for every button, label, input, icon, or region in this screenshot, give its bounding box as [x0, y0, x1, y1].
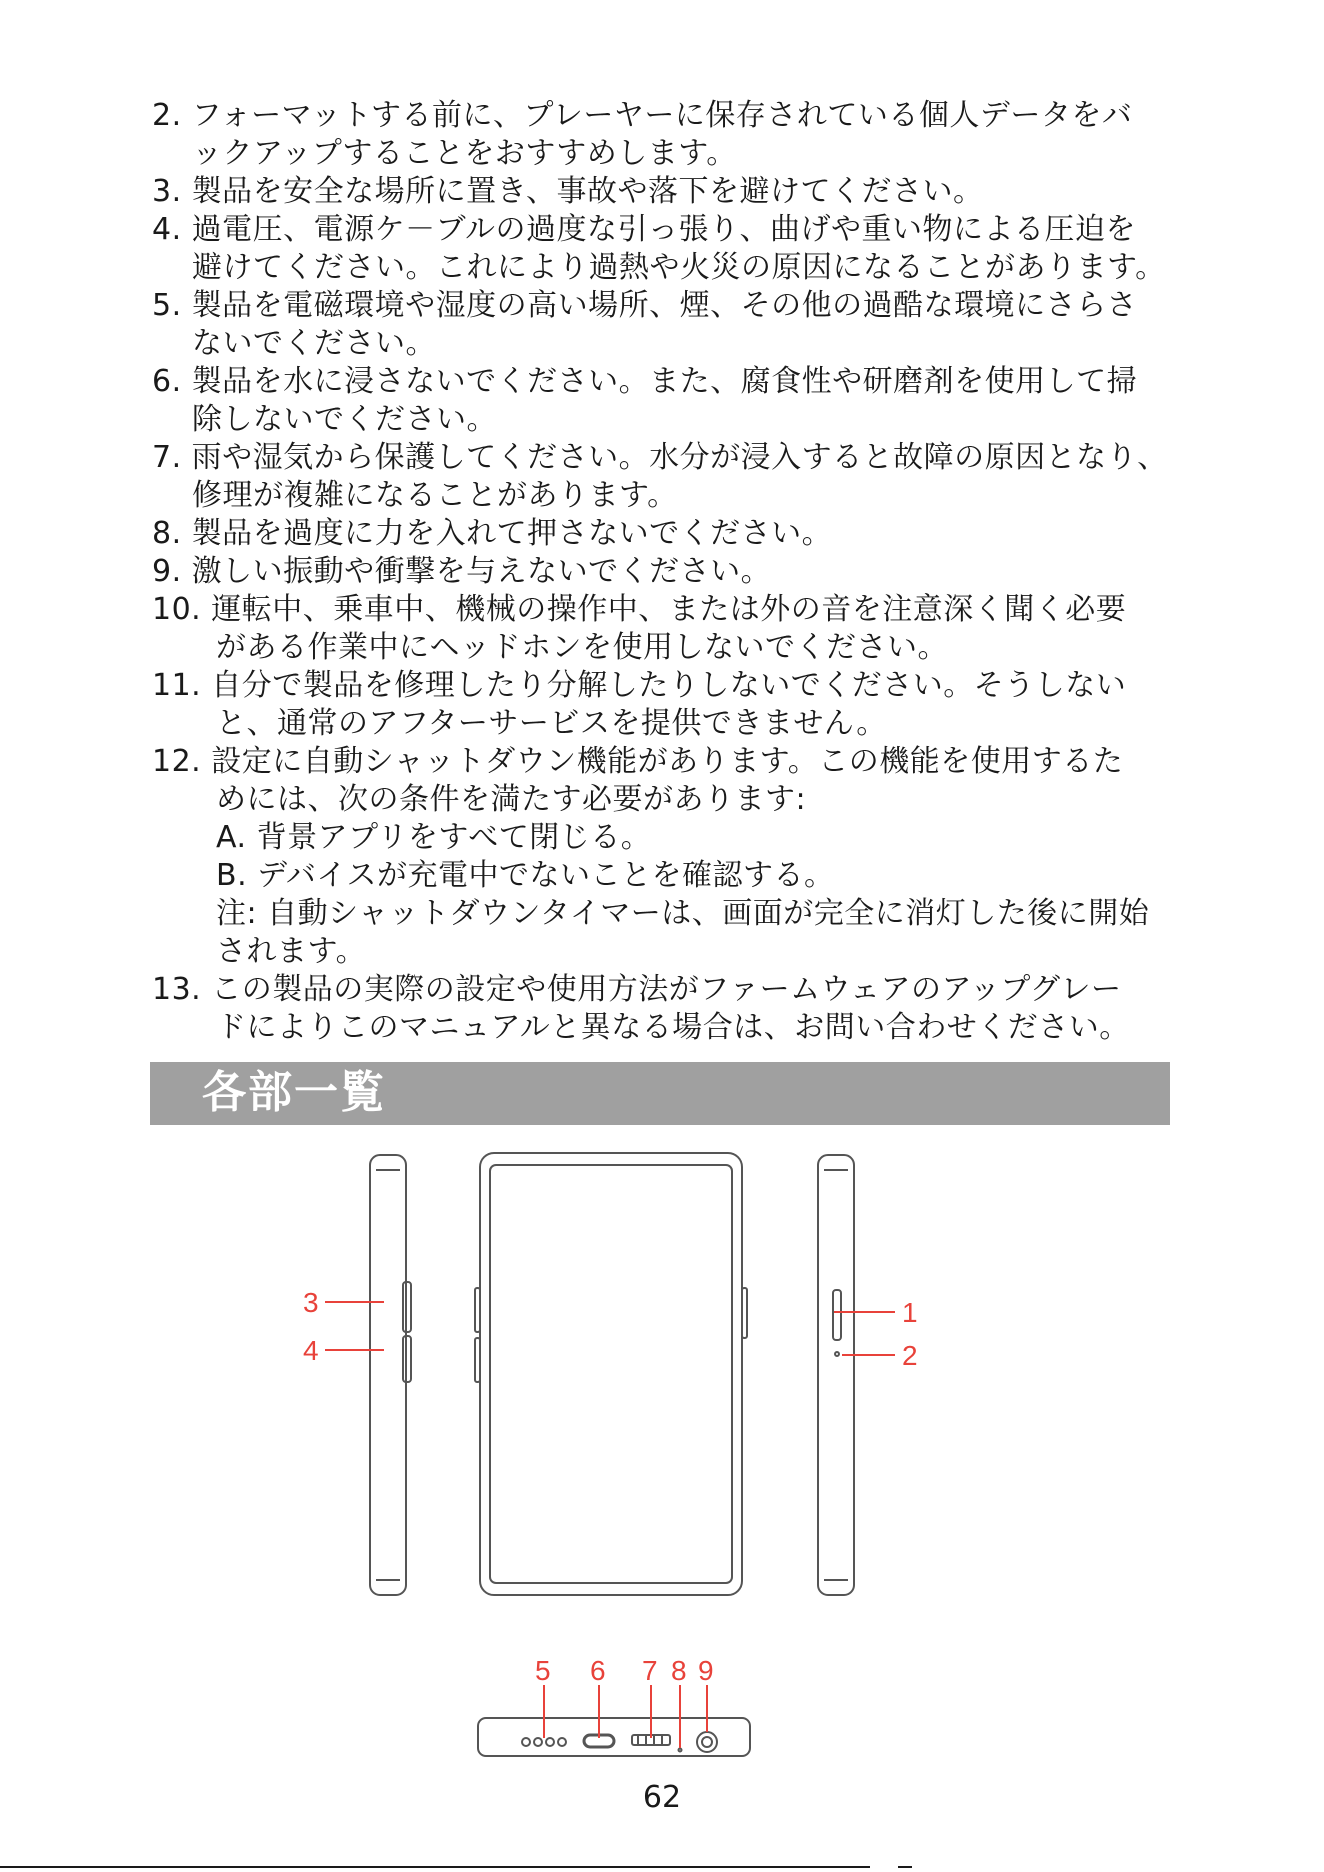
device-front-view	[475, 1153, 747, 1595]
screen	[490, 1165, 732, 1583]
callout-9: 9	[698, 1655, 714, 1686]
power-button	[833, 1290, 841, 1340]
instruction-line: 5. 製品を電磁環境や湿度の高い場所、煙、その他の過酷な環境にさらさ	[152, 288, 1138, 323]
parts-diagram	[0, 1140, 1324, 1780]
instruction-line: A. 背景アプリをすべて閉じる。	[216, 820, 652, 855]
speaker-hole	[522, 1738, 530, 1746]
footer-rule	[0, 1866, 870, 1868]
callout-5: 5	[535, 1655, 551, 1686]
page-number: 62	[642, 1780, 682, 1815]
callout-6: 6	[590, 1655, 606, 1686]
instruction-line: されます。	[216, 934, 367, 969]
instruction-line: B. デバイスが充電中でないことを確認する。	[216, 858, 835, 893]
reset-hole	[835, 1352, 839, 1356]
section-heading: 各部一覧	[202, 1067, 386, 1118]
instruction-line: 除しないでください。	[192, 402, 497, 437]
callout-labels	[303, 1287, 918, 1686]
instruction-line: 8. 製品を過度に力を入れて押さないでください。	[152, 516, 833, 551]
instruction-line: ドによりこのマニュアルと異なる場合は、お問い合わせください。	[216, 1010, 1130, 1045]
callout-1: 1	[902, 1297, 918, 1328]
callout-7: 7	[642, 1655, 658, 1686]
section-heading-bar	[150, 1062, 1170, 1125]
instruction-line: 9. 激しい振動や衝撃を与えないでください。	[152, 554, 772, 589]
callout-4: 4	[303, 1335, 319, 1366]
instruction-line: 3. 製品を安全な場所に置き、事故や落下を避けてください。	[152, 174, 984, 209]
instruction-line: 13. この製品の実際の設定や使用方法がファームウェアのアップグレー	[152, 972, 1122, 1007]
device-left-side-view	[370, 1155, 411, 1595]
callout-3: 3	[303, 1287, 319, 1318]
instruction-line: 6. 製品を水に浸さないでください。また、腐食性や研磨剤を使用して掃	[152, 364, 1138, 399]
instruction-line: 11. 自分で製品を修理したり分解したりしないでください。そうしない	[152, 668, 1127, 703]
callout-8: 8	[671, 1655, 687, 1686]
instruction-line: と、通常のアフターサービスを提供できません。	[216, 706, 887, 741]
instruction-line: 4. 過電圧、電源ケ－ブルの過度な引っ張り、曲げや重い物による圧迫を	[152, 212, 1136, 247]
instruction-line: 避けてください。これにより過熱や火災の原因になることがあります。	[192, 250, 1166, 285]
footer-tick	[898, 1866, 912, 1868]
instruction-line: 注: 自動シャットダウンタイマーは、画面が完全に消灯した後に開始	[216, 896, 1150, 931]
instruction-line: 2. フォーマットする前に、プレーヤーに保存されている個人データをバ	[152, 98, 1133, 133]
instruction-line: 10. 運転中、乗車中、機械の操作中、または外の音を注意深く聞く必要	[152, 592, 1127, 627]
instruction-line: 7. 雨や湿気から保護してください。水分が浸入すると故障の原因となり、	[152, 440, 1168, 475]
instruction-line: 修理が複雑になることがあります。	[192, 478, 678, 513]
headphone-jack	[697, 1732, 717, 1752]
instruction-line: 12. 設定に自動シャットダウン機能があります。この機能を使用するた	[152, 744, 1124, 779]
callout-2: 2	[902, 1340, 918, 1371]
instruction-line: ックアップすることをおすすめします。	[192, 136, 737, 171]
microphone-hole	[679, 1749, 682, 1752]
instruction-line: ないでください。	[192, 326, 436, 361]
device-bottom-view	[478, 1718, 750, 1756]
instruction-line: めには、次の条件を満たす必要があります:	[216, 782, 807, 817]
device-right-side-view	[818, 1155, 854, 1595]
instruction-line: がある作業中にヘッドホンを使用しないでください。	[216, 630, 948, 665]
